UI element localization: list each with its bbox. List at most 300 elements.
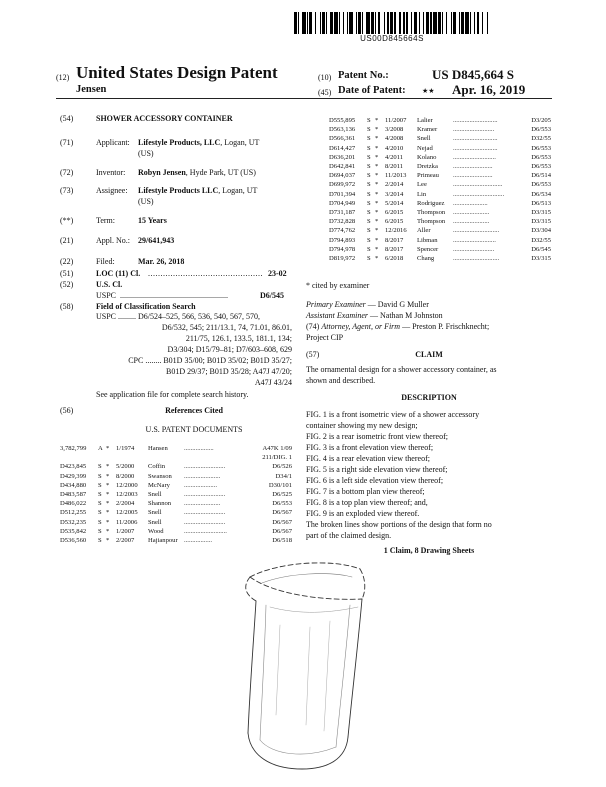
figure-text: is a rear elevation view thereof; (326, 454, 430, 463)
reference-name: Snell (148, 509, 162, 517)
reference-dots: ...................... (184, 500, 221, 508)
figure-label: FIG. 1 (306, 410, 327, 419)
us-patent-docs-heading: U.S. PATENT DOCUMENTS (145, 425, 243, 434)
figure-label: FIG. 3 (306, 443, 327, 452)
figure-text: is an exploded view thereof. (326, 509, 420, 518)
document-title: United States Design Patent (76, 63, 278, 82)
reference-star: * (375, 153, 379, 161)
reference-cls: D32/55 (531, 135, 551, 143)
reference-num: D614,427 (329, 144, 356, 152)
left-references-list (60, 444, 292, 550)
reference-date: 12/2005 (116, 509, 138, 517)
reference-star: * (106, 481, 110, 489)
reference-dots: ......................... (453, 245, 495, 253)
reference-row (60, 462, 292, 471)
reference-num: D483,587 (60, 491, 87, 498)
cited-by-examiner: * cited by examiner (306, 281, 370, 290)
reference-name: Lalier (417, 117, 433, 124)
reference-date: 8/2011 (385, 163, 404, 170)
reference-cls: D32/55 (531, 236, 551, 244)
reference-dots: ......................... (184, 491, 226, 498)
reference-name: Rodriguez (417, 199, 445, 207)
reference-name: Shannon (148, 500, 172, 508)
reference-kind: S (367, 199, 371, 207)
reference-row (305, 171, 551, 180)
code-73: (73) (60, 186, 74, 195)
reference-name: Aller (417, 227, 431, 235)
reference-date: 11/2006 (116, 518, 138, 526)
reference-cls: D6/553 (531, 126, 551, 134)
reference-row (305, 254, 551, 263)
reference-row (60, 499, 292, 508)
reference-date: 8/2017 (385, 236, 404, 244)
reference-row (60, 490, 292, 499)
figure-label: FIG. 2 (306, 432, 327, 441)
reference-kind: S (367, 163, 371, 170)
code-71: (71) (60, 138, 74, 147)
code-term: (**) (60, 216, 74, 225)
design-drawing (210, 555, 370, 780)
figure-label: FIG. 7 (306, 487, 327, 496)
code-12: (12) (56, 73, 70, 82)
figure-text: is a front isometric view of a shower accessory (326, 410, 480, 419)
barcode-bar (488, 12, 489, 34)
reference-num: 3,782,799 (60, 445, 87, 452)
reference-star: * (106, 472, 110, 480)
reference-name: Lee (417, 181, 427, 189)
reference-dots: .......................... (453, 153, 496, 161)
reference-cls: D6/567 (272, 509, 292, 517)
reference-num: D794,978 (329, 245, 356, 253)
figure-label: FIG. 6 (306, 476, 327, 485)
design-title: SHOWER ACCESSORY CONTAINER (96, 114, 233, 123)
inventor-value: Robyn Jensen, Hyde Park, UT (US) (138, 168, 256, 177)
reference-row (60, 508, 292, 517)
reference-name: Hajianpour (148, 537, 178, 544)
reference-row (60, 518, 292, 527)
reference-name: Nejad (417, 144, 433, 152)
reference-dots: ........................ (453, 172, 493, 180)
reference-num: D642,841 (329, 163, 356, 170)
reference-kind: S (98, 491, 102, 498)
reference-cls: D6/526 (272, 463, 292, 471)
reference-row (60, 444, 292, 453)
figure-text: part of the claimed design. (306, 531, 392, 540)
reference-kind: S (367, 245, 371, 253)
reference-kind: S (98, 463, 102, 471)
reference-num: D774,762 (329, 227, 356, 235)
code-54: (54) (60, 114, 74, 123)
reference-kind: S (98, 537, 102, 544)
appl-no-label: Appl. No.: (96, 236, 130, 245)
reference-date: 11/2013 (385, 172, 407, 180)
reference-cls: D6/534 (531, 190, 551, 198)
reference-num: D429,399 (60, 472, 87, 480)
reference-dots: ........................ (453, 163, 493, 170)
reference-date: 8/2017 (385, 245, 404, 253)
reference-row (305, 162, 551, 171)
uspc-value: D6/545 (260, 291, 284, 300)
reference-row (305, 180, 551, 189)
reference-dots: ........................... (453, 135, 498, 143)
assignee-country: (US) (138, 197, 154, 206)
reference-num: D699,972 (329, 181, 356, 189)
reference-dots: .................. (184, 445, 214, 452)
reference-name: Snell (417, 135, 431, 143)
reference-kind: S (367, 218, 371, 226)
reference-kind: S (367, 172, 371, 180)
reference-name: Coffin (148, 463, 166, 471)
code-56: (56) (60, 406, 74, 415)
uspc-dots: ...................................................... (120, 291, 228, 300)
barcode (294, 12, 490, 34)
reference-kind: S (367, 190, 371, 198)
reference-name: Lin (417, 190, 427, 198)
reference-cls: D6/514 (531, 172, 551, 180)
reference-kind: S (98, 472, 102, 480)
filed-value: Mar. 26, 2018 (138, 257, 185, 266)
reference-cls: D6/567 (272, 518, 292, 526)
reference-star: * (375, 190, 379, 198)
patent-no-label: Patent No.: (338, 70, 389, 81)
reference-name: Snell (148, 491, 162, 498)
reference-name: Chang (417, 255, 435, 262)
figure-text: The broken lines show portions of the design that form no (306, 520, 492, 529)
reference-name: Kramer (417, 126, 438, 134)
reference-date: 3/2008 (385, 126, 404, 134)
figure-description (306, 486, 552, 497)
reference-date: 2/2004 (116, 500, 135, 508)
reference-cls: D6/553 (272, 500, 292, 508)
header-rule (56, 98, 552, 99)
reference-cls: D6/553 (531, 163, 551, 170)
reference-date: 4/2010 (385, 144, 404, 152)
reference-row (305, 190, 551, 199)
search-history-note: See application file for complete search history. (96, 390, 249, 399)
code-72: (72) (60, 168, 74, 177)
reference-dots: ............................ (453, 227, 500, 235)
attorney: (74) Attorney, Agent, or Firm — Preston P. Frischknecht; (306, 322, 490, 331)
reference-kind: S (367, 227, 371, 235)
figure-text: is a rear isometric front view thereof; (326, 432, 448, 441)
code-21: (21) (60, 236, 74, 245)
reference-row (60, 472, 292, 481)
reference-cls: A47K 1/09 (262, 445, 292, 452)
reference-row (305, 208, 551, 217)
reference-kind: S (367, 255, 371, 262)
reference-num: D731,187 (329, 209, 356, 216)
figure-label: FIG. 5 (306, 465, 327, 474)
reference-row (60, 536, 292, 545)
reference-dots: ........................... (453, 117, 498, 124)
reference-row (305, 153, 551, 162)
reference-cls: D34/1 (275, 472, 292, 480)
reference-num: D512,255 (60, 509, 87, 517)
claim-text-line: The ornamental design for a shower accessory container, as (306, 365, 497, 374)
claims-and-sheets: 1 Claim, 8 Drawing Sheets (383, 546, 475, 555)
date-stars: ★★ (422, 87, 435, 95)
appl-no-value: 29/641,943 (138, 236, 175, 245)
reference-kind: S (98, 509, 102, 517)
reference-num: D566,361 (329, 135, 356, 143)
reference-cls: D6/553 (531, 144, 551, 152)
reference-cls: D6/567 (272, 527, 292, 535)
publication-number: US00D845664S (360, 34, 424, 43)
figure-description (306, 409, 552, 420)
reference-kind: S (98, 527, 102, 535)
reference-star: * (375, 209, 379, 216)
figure-label: FIG. 8 (306, 498, 327, 507)
reference-date: 1/1974 (116, 445, 135, 452)
reference-date: 12/2003 (116, 491, 138, 498)
reference-cls: D6/513 (531, 199, 551, 207)
uspc-label: USPC (96, 291, 117, 300)
search-line: D6/532, 545; 211/13.1, 74, 71.01, 86.01, (161, 323, 292, 332)
reference-name: Swanson (148, 472, 172, 480)
attorney-firm: Project CIP (306, 333, 344, 342)
code-58: (58) (60, 302, 74, 311)
reference-dots: ............................ (453, 255, 500, 262)
reference-row (60, 527, 292, 536)
reference-date: 11/2007 (385, 117, 407, 124)
reference-kind: S (367, 117, 371, 124)
date-label: Date of Patent: (338, 85, 406, 96)
reference-num: D701,394 (329, 190, 356, 198)
reference-kind: S (367, 135, 371, 143)
reference-num: D694,037 (329, 172, 356, 180)
reference-num: D535,842 (60, 527, 87, 535)
reference-dots: .................... (184, 481, 217, 489)
search-line: 211/75, 126.1, 133.5, 181.1, 134; (185, 334, 292, 343)
reference-star: * (375, 181, 379, 189)
reference-name: Primeau (417, 172, 439, 180)
reference-num: D819,972 (329, 255, 356, 262)
term-value: 15 Years (138, 216, 167, 225)
reference-dots: ......................... (184, 463, 226, 471)
figure-text: is a top plan view thereof; and, (326, 498, 428, 507)
reference-dots: ......................... (184, 509, 226, 517)
reference-dots: ........................... (453, 144, 498, 152)
inventor-label: Inventor: (96, 168, 126, 177)
reference-row (305, 134, 551, 143)
reference-cls: D6/518 (272, 537, 292, 544)
field-search-label: Field of Classification Search (96, 302, 196, 311)
reference-dots: .............................. (453, 181, 503, 189)
reference-date: 1/2007 (116, 527, 135, 535)
reference-date: 12/2000 (116, 481, 138, 489)
reference-name: Snell (148, 518, 162, 526)
reference-date: 4/2011 (385, 153, 404, 161)
search-line: B01D 29/37; B01D 35/28; A47J 47/20; (165, 367, 292, 376)
figure-description (306, 431, 552, 442)
reference-date: 6/2018 (385, 255, 404, 262)
reference-row (305, 199, 551, 208)
reference-name: McNary (148, 481, 170, 489)
reference-star: * (375, 236, 379, 244)
assignee-value: Lifestyle Products LLC, Logan, UT (138, 186, 258, 195)
reference-name: Hansen (148, 445, 168, 452)
primary-examiner: Primary Examiner — David G Muller (306, 300, 429, 309)
reference-row (60, 481, 292, 490)
search-line: A47J 43/24 (254, 378, 292, 387)
reference-star: * (106, 509, 110, 517)
figure-description (306, 464, 552, 475)
reference-name: Spencer (417, 245, 439, 253)
reference-star: * (375, 199, 379, 207)
reference-kind: S (367, 209, 371, 216)
reference-num: D563,136 (329, 126, 356, 134)
reference-star: * (375, 135, 379, 143)
reference-star: * (106, 463, 110, 471)
claim-text-line: shown and described. (306, 376, 376, 385)
reference-date: 2/2014 (385, 181, 404, 189)
reference-cls: D6/553 (531, 181, 551, 189)
reference-date: 8/2000 (116, 472, 135, 480)
reference-num: D423,845 (60, 463, 87, 471)
figure-label: FIG. 9 (306, 509, 327, 518)
figure-label: FIG. 4 (306, 454, 327, 463)
reference-star: * (106, 527, 110, 535)
reference-date: 5/2000 (116, 463, 135, 471)
figure-description (306, 508, 552, 519)
reference-cls: D3/315 (531, 209, 551, 216)
reference-cls: D30/101 (268, 481, 292, 489)
figure-text: container showing my new design; (306, 421, 418, 430)
reference-kind: S (367, 181, 371, 189)
reference-name: Libman (417, 236, 438, 244)
description-heading: DESCRIPTION (401, 393, 457, 402)
reference-star: * (375, 163, 379, 170)
reference-num: D555,895 (329, 117, 356, 124)
reference-star: * (106, 445, 110, 452)
figure-text: is a bottom plan view thereof; (326, 487, 425, 496)
code-10: (10) (318, 73, 332, 82)
figure-description (306, 530, 552, 541)
reference-dots: ..................... (453, 199, 488, 207)
reference-dots: .......................... (184, 527, 227, 535)
reference-dots: ................. (184, 537, 213, 544)
reference-cls: D6/545 (531, 245, 551, 253)
claim-heading: CLAIM (415, 350, 443, 359)
reference-num: D434,880 (60, 481, 87, 489)
figure-text: is a right side elevation view thereof; (326, 465, 448, 474)
reference-star: * (106, 537, 110, 544)
reference-num: D636,201 (329, 153, 356, 161)
reference-date: 6/2015 (385, 218, 404, 226)
figure-description (306, 497, 552, 508)
reference-row (305, 236, 551, 245)
patent-number: US D845,664 S (432, 67, 514, 82)
applicant-value: Lifestyle Products, LLC, Logan, UT (138, 138, 260, 147)
search-line: CPC ........ B01D 35/00; B01D 35/02; B01D 35/27; (128, 356, 292, 365)
figure-description (306, 442, 552, 453)
reference-star: * (106, 500, 110, 508)
reference-date: 5/2014 (385, 199, 404, 207)
code-57: (57) (306, 350, 320, 359)
code-51: (51) (60, 269, 74, 278)
reference-dots: ...................... (184, 472, 221, 480)
applicant-country: (US) (138, 149, 154, 158)
reference-dots: .......................... (453, 236, 496, 244)
patent-date: Apr. 16, 2019 (452, 82, 526, 97)
figure-description (306, 475, 552, 486)
reference-cls: D3/205 (531, 117, 551, 124)
reference-kind: S (98, 500, 102, 508)
code-52: (52) (60, 280, 74, 289)
reference-date: 3/2014 (385, 190, 404, 198)
reference-row (60, 453, 292, 462)
reference-kind: S (367, 236, 371, 244)
reference-dots: ......................... (184, 518, 226, 526)
reference-star: * (375, 255, 379, 262)
reference-cls: D3/304 (531, 227, 551, 235)
figure-text: is a front elevation view thereof; (326, 443, 434, 452)
assistant-examiner: Assistant Examiner — Nathan M Johnston (306, 311, 443, 320)
reference-cls: D3/315 (531, 218, 551, 226)
reference-cls: D3/315 (531, 255, 551, 262)
filed-label: Filed: (96, 257, 115, 266)
code-22: (22) (60, 257, 74, 266)
reference-name: Kolano (417, 153, 437, 161)
reference-star: * (375, 172, 379, 180)
reference-date: 2/2007 (116, 537, 135, 544)
reference-num: D794,893 (329, 236, 356, 244)
reference-star: * (375, 117, 379, 124)
reference-date: 6/2015 (385, 209, 404, 216)
reference-star: * (375, 227, 379, 235)
reference-num: D732,828 (329, 218, 356, 226)
reference-star: * (106, 491, 110, 498)
field-search-lines (96, 311, 292, 388)
reference-kind: S (367, 144, 371, 152)
applicant-label: Applicant: (96, 138, 130, 147)
reference-cls: 211/DIG. 1 (262, 454, 292, 462)
figure-description (306, 420, 552, 431)
reference-num: D532,235 (60, 518, 87, 526)
reference-row (305, 217, 551, 226)
assignee-label: Assignee: (96, 186, 128, 195)
code-45: (45) (318, 88, 332, 97)
reference-star: * (375, 218, 379, 226)
reference-row (305, 125, 551, 134)
reference-row (305, 245, 551, 254)
reference-date: 4/2008 (385, 135, 404, 143)
reference-cls: D6/553 (531, 153, 551, 161)
reference-row (305, 226, 551, 235)
reference-dots: ...................... (453, 209, 490, 216)
reference-name: Thompson (417, 209, 446, 216)
reference-kind: A (98, 445, 103, 452)
reference-dots: ...................... (453, 218, 490, 226)
reference-star: * (106, 518, 110, 526)
reference-row (305, 144, 551, 153)
reference-name: Wood (148, 527, 164, 535)
search-line: D3/304; D15/79–81; D7/603–608, 629 (167, 345, 292, 354)
figure-text: is a left side elevation view thereof; (326, 476, 444, 485)
references-cited-heading: References Cited (165, 406, 223, 415)
reference-kind: S (98, 518, 102, 526)
figure-description (306, 453, 552, 464)
inventor-short: Jensen (76, 84, 107, 95)
search-line: USPC ......... D6/524–525, 566, 536, 540, 567, 570, (96, 312, 261, 321)
reference-kind: S (98, 481, 102, 489)
reference-num: D704,949 (329, 199, 356, 207)
reference-star: * (375, 126, 379, 134)
us-cl-label: U.S. Cl. (96, 280, 123, 289)
loc-dots: .............................................. (148, 269, 263, 278)
figure-description (306, 519, 552, 530)
figure-descriptions (306, 409, 552, 541)
